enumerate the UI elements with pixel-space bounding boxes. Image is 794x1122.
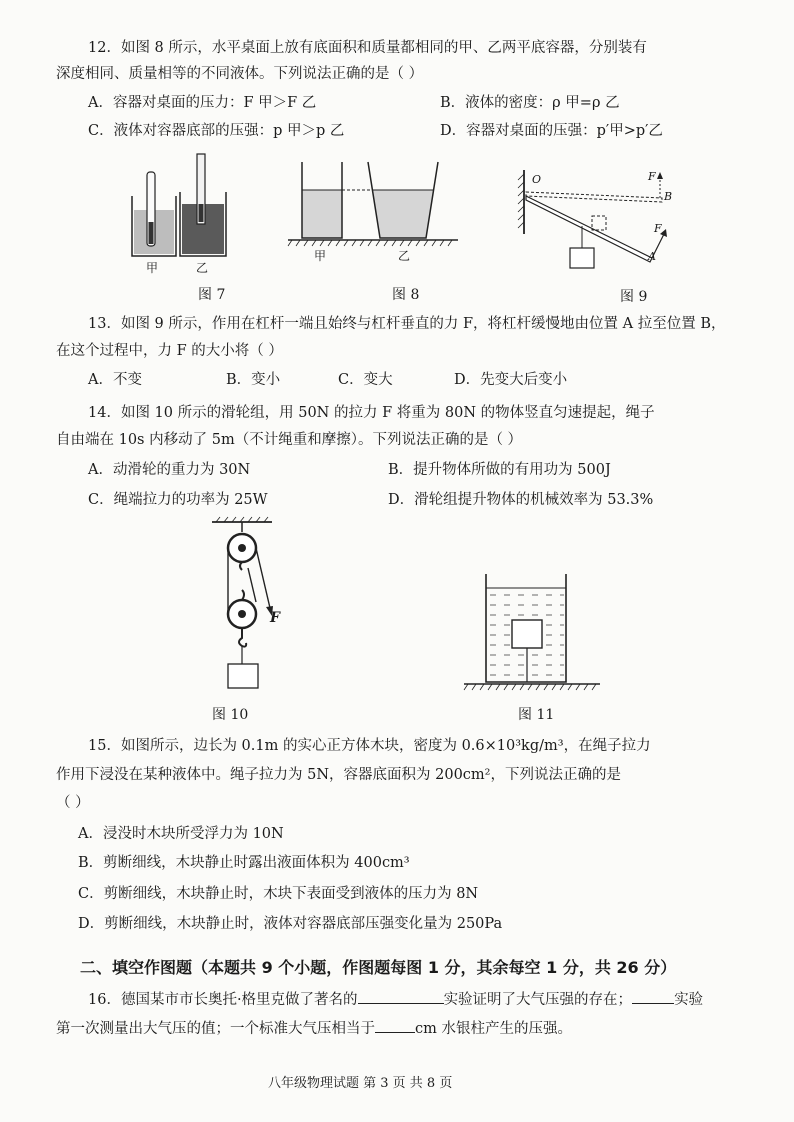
q12-option-b: B．液体的密度：ρ 甲=ρ 乙 <box>440 95 620 111</box>
fig9-force-f-a: F <box>654 222 662 235</box>
fixed-pulley-hook <box>240 562 242 570</box>
q14-option-a: A．动滑轮的重力为 30N <box>88 462 251 478</box>
q15-stem-line2: 作用下浸没在某种液体中。绳子拉力为 5N，容器底面积为 200cm²，下列说法正确的是 <box>56 767 621 783</box>
q16-text-2: 实验证明了大气压强的存在； <box>443 992 633 1008</box>
figure-10 <box>200 516 290 694</box>
q12-option-a: A．容器对桌面的压力：F 甲＞F 乙 <box>88 95 317 111</box>
q16-line1 <box>88 988 703 1010</box>
fig7-label-yi: 乙 <box>196 261 209 275</box>
q13-option-c: C．变大 <box>338 372 393 388</box>
wooden-block <box>512 620 542 648</box>
fig8-label-jia: 甲 <box>314 249 327 263</box>
load-hook <box>239 628 246 647</box>
rope-middle <box>248 568 256 602</box>
force-b-arrowhead <box>657 172 663 179</box>
ground-hatch <box>464 684 596 690</box>
q16-blank-1[interactable] <box>358 988 444 1004</box>
q13-option-d: D．先变大后变小 <box>454 372 568 388</box>
q16-text-4: 第一次测量出大气压的值；一个标准大气压相当于 <box>56 1021 375 1037</box>
q14-stem-line2: 自由端在 10s 内移动了 5m（不计绳重和摩擦）。下列说法正确的是（ ） <box>56 432 523 448</box>
fig9-point-a: A <box>648 250 656 263</box>
fig9-caption: 图 9 <box>620 289 648 305</box>
q15-stem-line3: （ ） <box>56 795 90 811</box>
q14-stem-line1: 14．如图 10 所示的滑轮组，用 50N 的拉力 F 将重为 80N 的物体竖直匀速提起，绳子 <box>88 405 655 421</box>
q15-stem-line1: 15．如图所示，边长为 0.1m 的实心正方体木块，密度为 0.6×10³kg/m³，在绳子拉力 <box>88 738 651 754</box>
fig8-caption: 图 8 <box>392 287 420 303</box>
fig9-point-b: B <box>664 190 673 203</box>
q16-text-5: cm 水银柱产生的压强。 <box>415 1021 572 1037</box>
q14-option-c: C．绳端拉力的功率为 25W <box>88 492 268 508</box>
fig9-point-o: O <box>532 173 542 186</box>
tube-2-liquid <box>199 204 204 222</box>
fig7-caption: 图 7 <box>198 287 226 303</box>
q15-option-c: C．剪断细线，木块静止时，木块下表面受到液体的压力为 8N <box>78 886 479 902</box>
figure-11 <box>460 570 604 694</box>
weight-dashed <box>592 216 606 230</box>
fig10-force-f: F <box>270 610 280 626</box>
weight-block <box>570 248 594 268</box>
q12-stem-line2: 深度相同、质量相等的不同液体。下列说法正确的是（ ） <box>56 66 424 82</box>
q15-option-b: B．剪断细线，木块静止时露出液面体积为 400cm³ <box>78 855 410 871</box>
q12-option-d: D．容器对桌面的压强：p′甲>p′乙 <box>440 123 663 139</box>
q16-text-3: 实验 <box>674 992 704 1008</box>
q13-stem-line2: 在这个过程中，力 F 的大小将（ ） <box>56 343 283 359</box>
rope-free-end <box>256 548 270 608</box>
fixed-pulley-axle <box>238 544 246 552</box>
movable-pulley-hook-top <box>242 590 244 600</box>
q16-blank-3[interactable] <box>375 1017 415 1033</box>
q12-option-c: C．液体对容器底部的压强：p 甲＞p 乙 <box>88 123 345 139</box>
container-yi-liquid <box>372 190 434 238</box>
q14-option-d: D．滑轮组提升物体的机械效率为 53.3% <box>388 492 654 508</box>
container-jia-liquid <box>302 190 342 238</box>
fig9-force-f-b: F <box>648 170 656 183</box>
fig8-label-yi: 乙 <box>398 249 411 263</box>
fig11-caption: 图 11 <box>518 707 555 723</box>
figure-8 <box>284 158 462 250</box>
fig7-label-jia: 甲 <box>146 261 159 275</box>
q13-option-b: B．变小 <box>226 372 281 388</box>
q16-blank-2[interactable] <box>632 988 674 1004</box>
q15-option-a: A．浸没时木块所受浮力为 10N <box>78 826 284 842</box>
wall-hatch <box>518 174 524 228</box>
q13-option-a: A．不变 <box>88 372 142 388</box>
q16-text-1: 16．德国某市市长奥托·格里克做了著名的 <box>88 992 358 1008</box>
q14-option-b: B．提升物体所做的有用功为 500J <box>388 462 611 478</box>
section-2-title: 二、填空作图题（本题共 9 个小题，作图题每图 1 分，其余每空 1 分，共 26 分） <box>80 958 677 977</box>
q15-option-d: D．剪断细线，木块静止时，液体对容器底部压强变化量为 250Pa <box>78 916 503 932</box>
q13-stem-line1: 13．如图 9 所示，作用在杠杆一端且始终与杠杆垂直的力 F，将杠杆缓慢地由位置 A 拉至位置 B， <box>88 316 726 332</box>
fig10-caption: 图 10 <box>212 707 249 723</box>
figure-7 <box>120 148 230 278</box>
page-footer: 八年级物理试题 第 3 页 共 8 页 <box>268 1076 453 1091</box>
movable-pulley-axle <box>238 610 246 618</box>
table-hatch <box>288 240 452 246</box>
lever-position-b <box>526 192 662 202</box>
load-block <box>228 664 258 688</box>
tube-1-liquid <box>149 222 154 244</box>
q16-line2 <box>56 1017 572 1039</box>
q12-stem-line1: 12．如图 8 所示，水平桌面上放有底面积和质量都相同的甲、乙两平底容器，分别装有 <box>88 40 647 56</box>
